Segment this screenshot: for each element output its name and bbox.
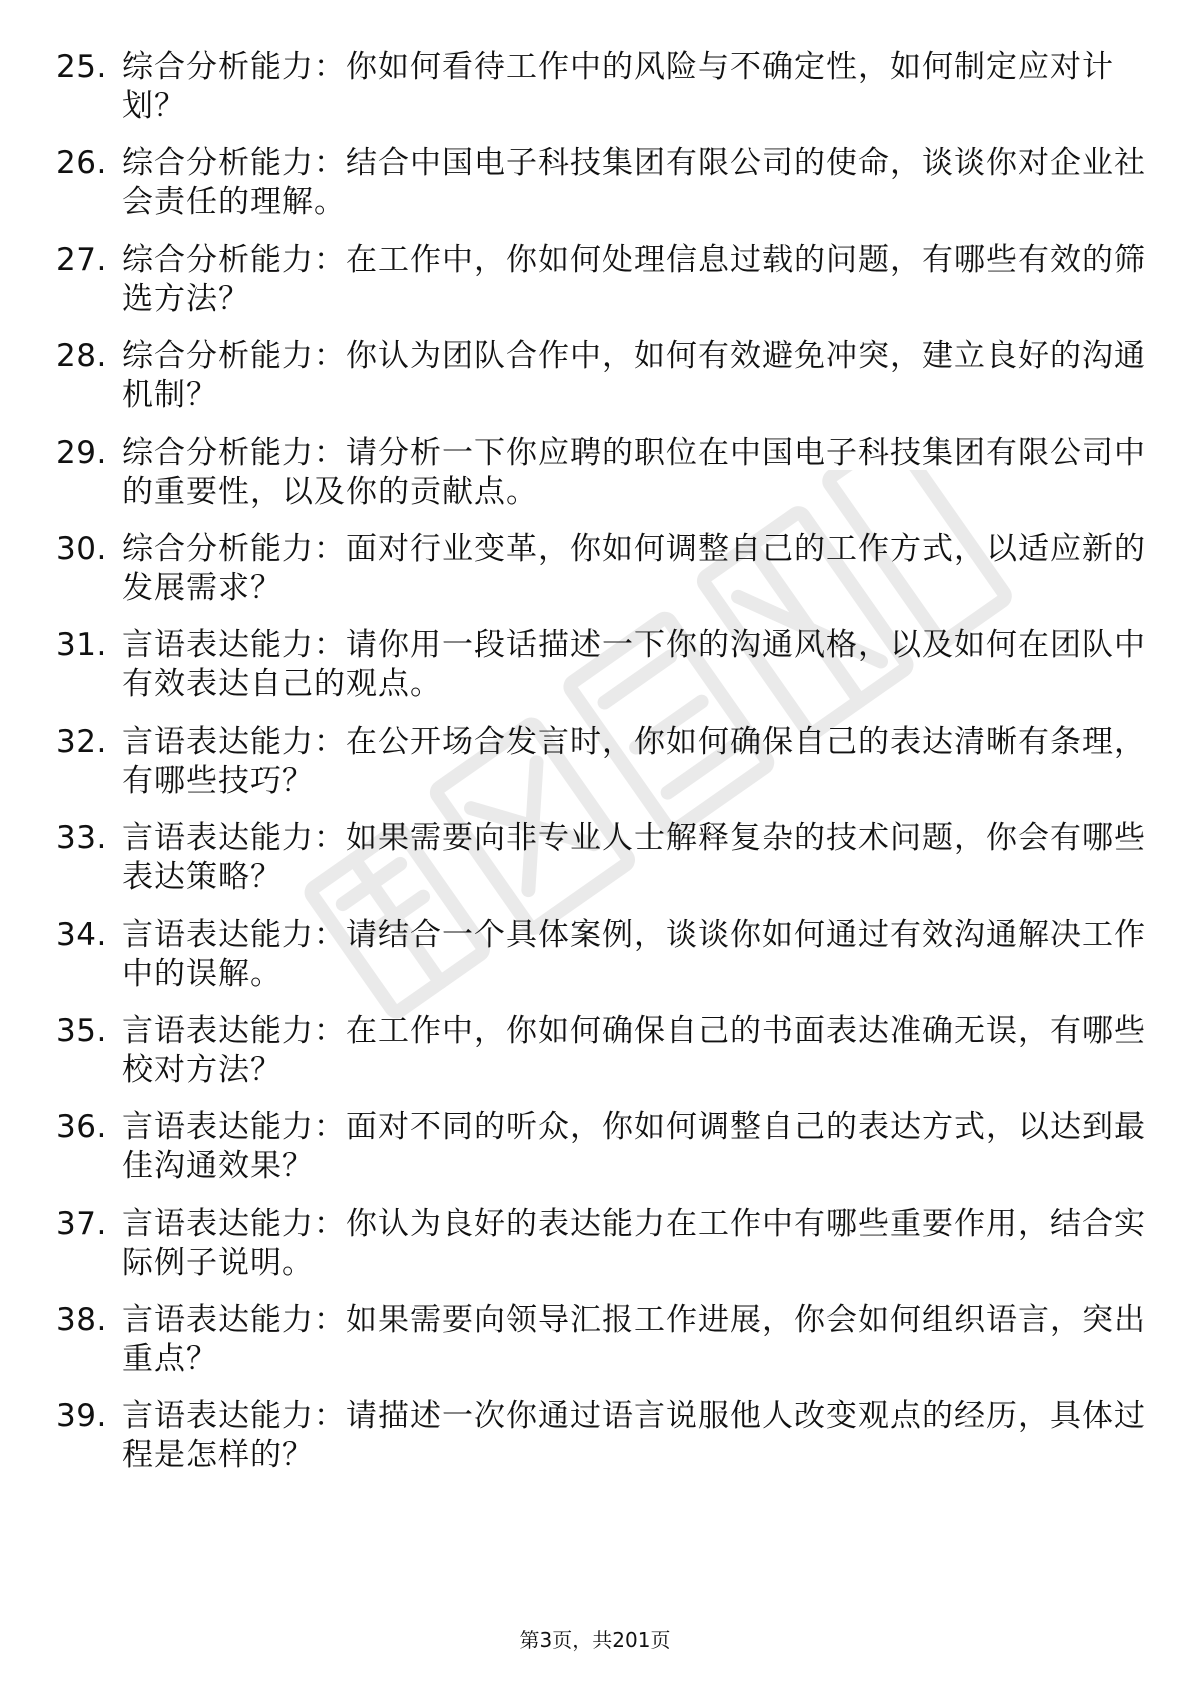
question-number: 32. <box>56 723 107 760</box>
question-text: 综合分析能力：在工作中，你如何处理信息过载的问题，有哪些有效的筛选方法？ <box>122 241 1146 317</box>
question-text: 言语表达能力：面对不同的听众，你如何调整自己的表达方式，以达到最佳沟通效果？ <box>122 1109 1146 1185</box>
list-item <box>56 1108 1146 1204</box>
question-text: 言语表达能力：在工作中，你如何确保自己的书面表达准确无误，有哪些校对方法？ <box>122 1012 1146 1088</box>
question-number: 27. <box>56 241 107 278</box>
page-footer <box>0 1628 1190 1652</box>
list-item <box>56 1397 1146 1493</box>
list-item <box>56 916 1146 1012</box>
question-number: 33. <box>56 820 107 857</box>
question-list <box>56 48 1146 1494</box>
list-item <box>56 1012 1146 1108</box>
question-number: 28. <box>56 338 107 375</box>
question-text: 言语表达能力：请你用一段话描述一下你的沟通风格，以及如何在团队中有效表达自己的观点。 <box>122 627 1146 703</box>
question-number: 26. <box>56 145 107 182</box>
list-item <box>56 434 1146 530</box>
list-item <box>56 723 1146 819</box>
question-text: 言语表达能力：你认为良好的表达能力在工作中有哪些重要作用，结合实际例子说明。 <box>122 1205 1146 1281</box>
question-text: 言语表达能力：如果需要向领导汇报工作进展，你会如何组织语言，突出重点？ <box>122 1302 1146 1378</box>
list-item <box>56 241 1146 337</box>
list-item <box>56 626 1146 722</box>
question-number: 35. <box>56 1012 107 1049</box>
question-number: 25. <box>56 49 107 85</box>
list-item <box>56 337 1146 433</box>
question-number: 30. <box>56 530 107 567</box>
list-item <box>56 1205 1146 1301</box>
question-text: 言语表达能力：请描述一次你通过语言说服他人改变观点的经历，具体过程是怎样的？ <box>122 1398 1146 1474</box>
question-number: 38. <box>56 1302 107 1339</box>
question-number: 37. <box>56 1205 107 1242</box>
list-item <box>56 530 1146 626</box>
question-text: 言语表达能力：请结合一个具体案例，谈谈你如何通过有效沟通解决工作中的误解。 <box>122 916 1146 992</box>
question-text: 言语表达能力：在公开场合发言时，你如何确保自己的表达清晰有条理，有哪些技巧？ <box>122 723 1146 799</box>
list-item <box>56 1301 1146 1397</box>
question-number: 31. <box>56 627 107 664</box>
page-number: 第3页，共201页 <box>519 1628 671 1652</box>
question-text: 言语表达能力：如果需要向非专业人士解释复杂的技术问题，你会有哪些表达策略？ <box>122 820 1146 896</box>
list-item <box>56 819 1146 915</box>
list-item <box>56 48 1136 144</box>
question-number: 36. <box>56 1109 107 1146</box>
list-item <box>56 144 1146 240</box>
question-text: 综合分析能力：你如何看待工作中的风险与不确定性，如何制定应对计划？ <box>122 49 1114 124</box>
question-text: 综合分析能力：请分析一下你应聘的职位在中国电子科技集团有限公司中的重要性，以及你的贡献点。 <box>122 434 1146 510</box>
question-text: 综合分析能力：结合中国电子科技集团有限公司的使命，谈谈你对企业社会责任的理解。 <box>122 145 1146 221</box>
question-text: 综合分析能力：面对行业变革，你如何调整自己的工作方式，以适应新的发展需求？ <box>122 530 1146 606</box>
question-number: 39. <box>56 1398 107 1435</box>
question-number: 29. <box>56 434 107 471</box>
question-text: 综合分析能力：你认为团队合作中，如何有效避免冲突，建立良好的沟通机制？ <box>122 338 1146 414</box>
question-number: 34. <box>56 916 107 953</box>
